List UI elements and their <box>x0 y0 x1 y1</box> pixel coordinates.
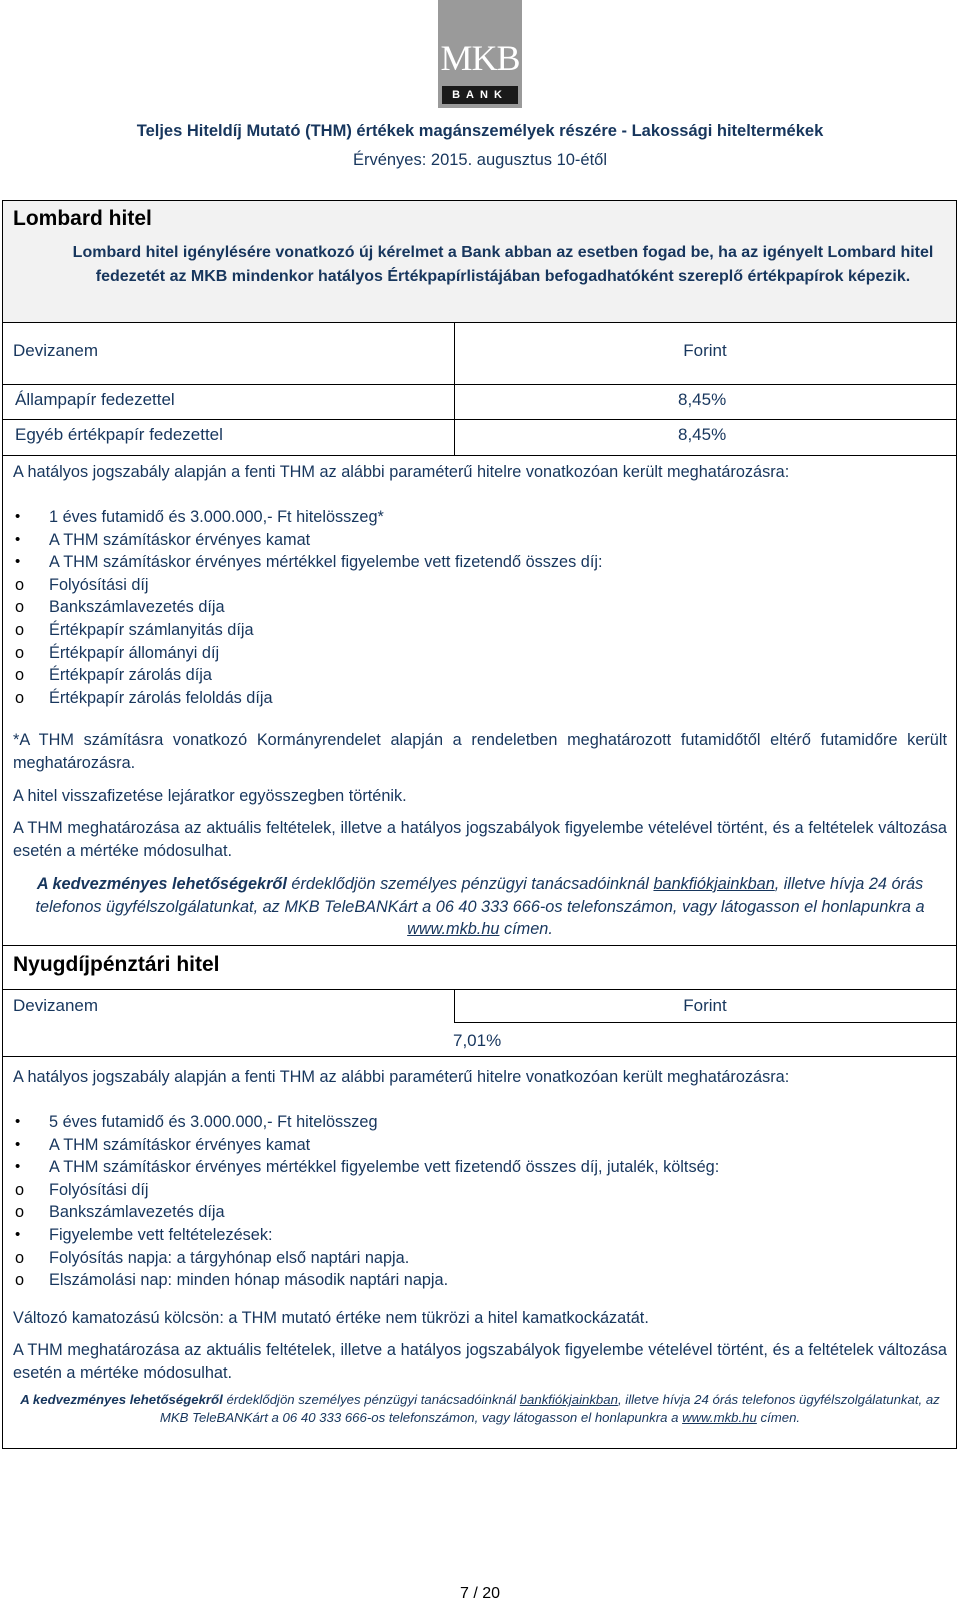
promo-text: érdeklődjön személyes pénzügyi tanácsadóinknál <box>286 875 654 893</box>
website-link[interactable]: www.mkb.hu <box>682 1410 757 1425</box>
promo-bold: A kedvezményes lehetőségekről <box>20 1392 223 1407</box>
nyugdij-col-forint: Forint <box>683 996 727 1015</box>
nyugdij-variable-rate: Változó kamatozású kölcsön: a THM mutató értéke nem tükrözi a hitel kamatkockázatát. <box>13 1309 649 1327</box>
promo-bold: A kedvezményes lehetőségekről <box>36 875 287 893</box>
list-item: o Folyósítás napja: a tárgyhónap első naptári napja. <box>13 1247 947 1270</box>
list-item: o Értékpapír zárolás díja <box>13 664 947 687</box>
lombard-row-value: 8,45% <box>678 425 727 444</box>
promo-text: érdeklődjön személyes pénzügyi tanácsadóinknál <box>222 1392 520 1407</box>
lombard-disclaimer: A THM meghatározása az aktuális feltételek, illetve a hatályos jogszabályok figyelembe vételével történt, és a feltételek változása esetén a mértéke módosulhat. <box>13 819 947 860</box>
lombard-row-value: 8,45% <box>678 390 727 409</box>
lombard-repayment: A hitel visszafizetése lejáratkor egyösszegben történik. <box>13 787 407 805</box>
lombard-col-currency: Devizanem <box>13 341 99 360</box>
logo-text: MKB <box>440 38 520 78</box>
lombard-footnote: *A THM számításra vonatkozó Kormányrendelet alapján a rendeletben meghatározott futamidőtől eltérő futamidőre került meghatározásra. <box>13 731 947 772</box>
list-item: • A THM számításkor érvényes mértékkel figyelembe vett fizetendő összes díj, jutalék, költség: <box>13 1156 947 1179</box>
lombard-description: Lombard hitel igénylésére vonatkozó új kérelmet a Bank abban az esetben fogad be, ha az igényelt Lombard hitel fedezetét az MKB mindenkor hatályos Értékpapírlistájában befogadhatóként szereplő értékpapírok képezik. <box>72 244 934 285</box>
nyugdij-disclaimer: A THM meghatározása az aktuális feltételek, illetve a hatályos jogszabályok figyelembe vételével történt, és a feltételek változása esetén a mértéke módosulhat. <box>13 1341 947 1382</box>
list-item: o Folyósítási díj <box>13 574 947 597</box>
promo-text: címen. <box>499 920 553 938</box>
lombard-param-list <box>13 506 947 709</box>
nyugdij-param-list <box>13 1111 947 1292</box>
lombard-col-forint: Forint <box>683 341 727 360</box>
list-item: • A THM számításkor érvényes mértékkel figyelembe vett fizetendő összes díj: <box>13 551 947 574</box>
mkb-bank-logo <box>438 0 522 108</box>
list-item: o Értékpapír zárolás feloldás díja <box>13 687 947 710</box>
lombard-header <box>3 201 956 322</box>
page-number: 7 / 20 <box>459 1585 501 1602</box>
nyugdij-col-currency: Devizanem <box>13 996 99 1015</box>
document-validity: Érvényes: 2015. augusztus 10-étől <box>352 151 608 169</box>
promo-text: címen. <box>756 1410 801 1425</box>
nyugdij-promo <box>18 1391 942 1427</box>
nyugdij-thm-value: 7,01% <box>453 1031 502 1050</box>
list-item: • 1 éves futamidő és 3.000.000,- Ft hitelösszeg* <box>13 506 947 529</box>
lombard-promo <box>23 873 937 941</box>
promo-text: , illetve hívja 24 órás telefonos ügyfélszolgálatunkat, az MKB TeleBANKárt a 06 40 333 666-os telefonszámon, vagy látogasson el honlapunkra a <box>159 1392 940 1425</box>
document-title: Teljes Hiteldíj Mutató (THM) értékek magánszemélyek részére - Lakossági hiteltermékek <box>136 122 824 140</box>
branches-link[interactable]: bankfiókjainkban <box>653 875 775 893</box>
list-item: o Bankszámlavezetés díja <box>13 596 947 619</box>
nyugdij-params-intro: A hatályos jogszabály alapján a fenti THM az alábbi paraméterű hitelre vonatkozóan került meghatározásra: <box>13 1068 790 1086</box>
list-item: o Értékpapír számlanyitás díja <box>13 619 947 642</box>
content-frame <box>2 200 957 1449</box>
list-item: • Figyelembe vett feltételezések: <box>13 1224 947 1247</box>
section-title-nyugdij: Nyugdíjpénztári hitel <box>13 953 220 976</box>
list-item: • A THM számításkor érvényes kamat <box>13 529 947 552</box>
list-item: • 5 éves futamidő és 3.000.000,- Ft hitelösszeg <box>13 1111 947 1134</box>
promo-text: , illetve hívja 24 órás telefonos ügyfélszolgálatunkat, az MKB TeleBANKárt a 06 40 333 666-os telefonszámon, vagy látogasson el honlapunkra a <box>35 875 925 916</box>
list-item: o Értékpapír állományi díj <box>13 642 947 665</box>
website-link[interactable]: www.mkb.hu <box>407 920 500 938</box>
list-item: o Bankszámlavezetés díja <box>13 1201 947 1224</box>
lombard-params-intro: A hatályos jogszabály alapján a fenti THM az alábbi paraméterű hitelre vonatkozóan került meghatározásra: <box>13 463 790 481</box>
list-item: • A THM számításkor érvényes kamat <box>13 1134 947 1157</box>
lombard-row-label: Egyéb értékpapír fedezettel <box>15 425 223 444</box>
branches-link[interactable]: bankfiókjainkban <box>519 1392 618 1407</box>
list-item: o Elszámolási nap: minden hónap második naptári napja. <box>13 1269 947 1292</box>
logo-subtext: BANK <box>442 86 518 104</box>
section-title-lombard: Lombard hitel <box>13 207 152 230</box>
list-item: o Folyósítási díj <box>13 1179 947 1202</box>
lombard-row-label: Állampapír fedezettel <box>15 390 175 409</box>
